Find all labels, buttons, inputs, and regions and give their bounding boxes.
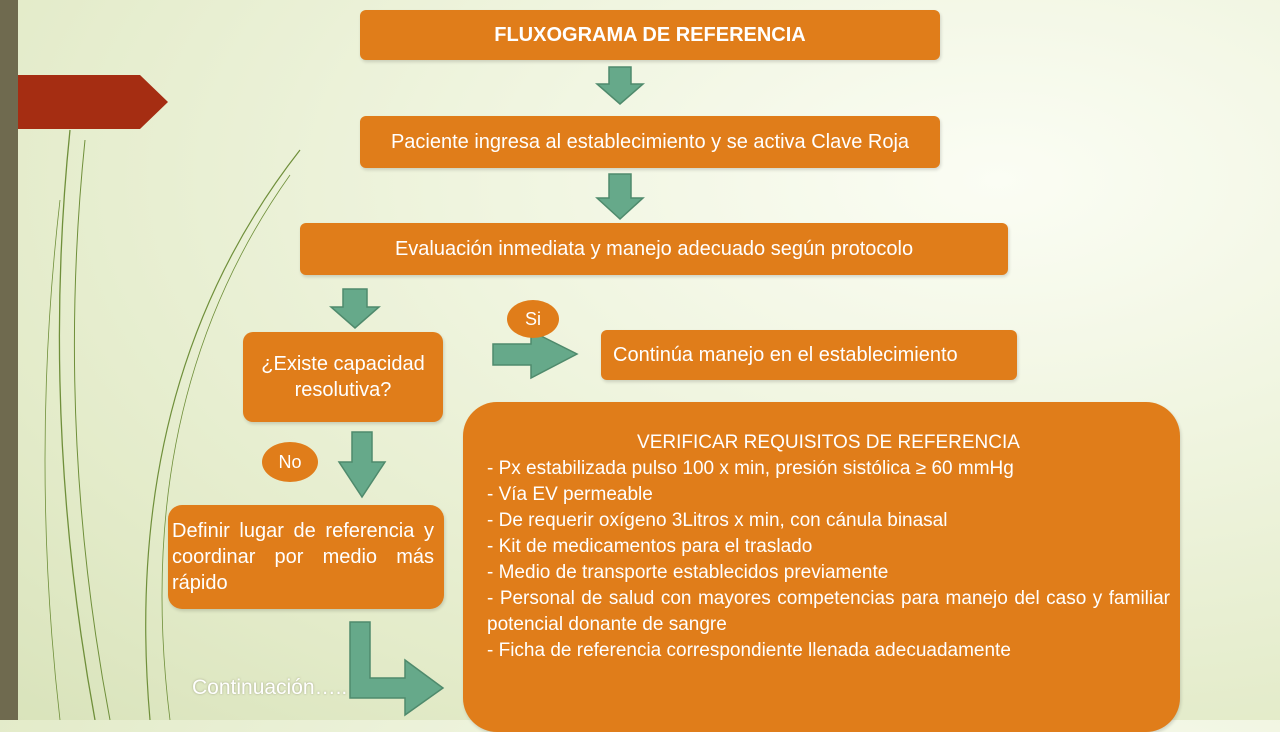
verify-requirements-box [463,402,1180,732]
yes-label: Si [507,300,559,338]
down-arrow-1 [597,67,643,104]
continuation-text: Continuación….. [192,676,348,699]
verify-item: - Personal de salud con mayores competencias para manejo del caso y familiar potencial donante de sangre [487,588,1170,635]
step-continue-management [601,330,1017,380]
down-arrow-3 [331,289,379,328]
decision-capacity [243,332,443,422]
verify-item: - Vía EV permeable [487,484,653,505]
step-patient-enters-text: Paciente ingresa al establecimiento y se activa Clave Roja [390,131,910,153]
verify-item: - Medio de transporte establecidos previamente [487,562,889,583]
step-patient-enters [360,116,940,168]
step-evaluation-text: Evaluación inmediata y manejo adecuado según protocolo [394,238,914,260]
verify-item: - Px estabilizada pulso 100 x min, presión sistólica ≥ 60 mmHg [487,458,1014,479]
no-label: No [262,442,318,482]
verify-item: - Kit de medicamentos para el traslado [487,536,813,557]
bent-arrow-continuation [350,622,443,715]
down-arrow-4 [339,432,385,497]
verify-item: - Ficha de referencia correspondiente llenada adecuadamente [487,640,1011,661]
verify-item: - De requerir oxígeno 3Litros x min, con cánula binasal [487,510,948,531]
step-define-referral [168,505,444,609]
right-arrow-yes [493,331,577,378]
step-define-referral-text: Definir lugar de referencia y coordinar por medio más rápido [172,520,434,594]
verify-requirements-title: VERIFICAR REQUISITOS DE REFERENCIA [637,432,1020,453]
flowchart-title: FLUXOGRAMA DE REFERENCIA [360,10,940,60]
step-evaluation [300,223,1008,275]
decorative-red-tab [18,75,168,129]
decision-capacity-text: ¿Existe capacidad resolutiva? [261,353,425,401]
down-arrow-2 [597,174,643,219]
step-continue-management-text: Continúa manejo en el establecimiento [613,344,958,366]
